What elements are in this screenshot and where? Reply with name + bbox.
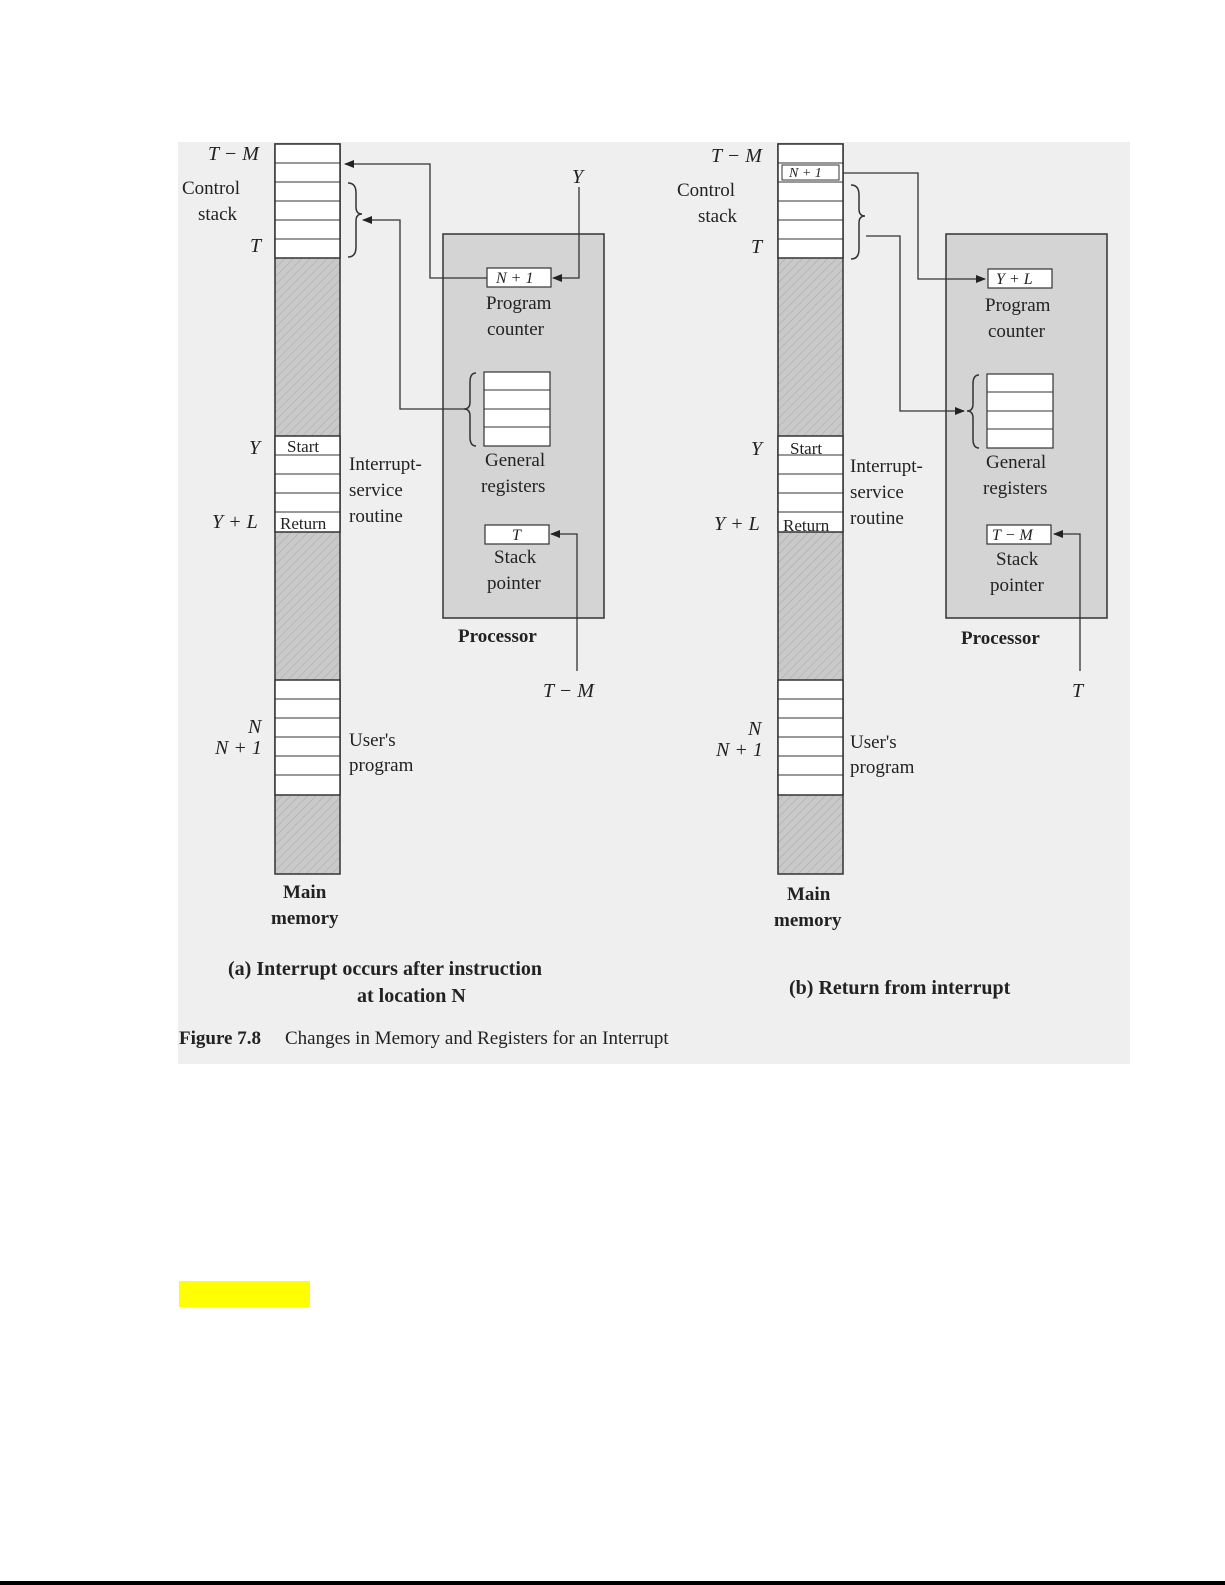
- yellow-highlight-mark: [179, 1281, 310, 1307]
- input-y-a: Y: [572, 166, 584, 188]
- isr-label-b3: routine: [850, 508, 904, 529]
- addr-y-plus-l-a: Y + L: [212, 511, 258, 533]
- gr-label-b1: General: [986, 452, 1047, 473]
- addr-n-plus-1-a: N + 1: [215, 737, 262, 759]
- user-program-label-a2: program: [349, 755, 414, 776]
- pc-label-b2: counter: [988, 321, 1045, 342]
- sp-label-b1: Stack: [996, 549, 1039, 570]
- addr-y-a: Y: [249, 437, 261, 459]
- isr-label-a3: routine: [349, 506, 403, 527]
- main-memory-label-a2: memory: [271, 908, 339, 929]
- pc-value-b: Y + L: [996, 271, 1033, 288]
- control-stack-label-b1: Control: [677, 180, 736, 201]
- page-bottom-border: [0, 1581, 1225, 1585]
- main-memory-label-a1: Main: [283, 882, 327, 903]
- processor-label-a: Processor: [458, 626, 537, 647]
- control-stack-label-a1: Control: [182, 178, 241, 199]
- subcaption-b: (b) Return from interrupt: [789, 977, 1011, 999]
- input-t-b: T: [1072, 680, 1084, 702]
- addr-t-minus-m-a: T − M: [208, 143, 259, 165]
- addr-t-a: T: [250, 235, 262, 257]
- gr-label-a1: General: [485, 450, 546, 471]
- subcaption-a-line1: (a) Interrupt occurs after instruction: [228, 958, 543, 980]
- figure-number: Figure 7.8: [179, 1028, 261, 1049]
- subcaption-a-line2: at location N: [357, 985, 466, 1007]
- control-stack-label-b2: stack: [698, 206, 738, 227]
- pc-label-a2: counter: [487, 319, 544, 340]
- user-program-label-b1: User's: [850, 732, 897, 753]
- figure-caption: Changes in Memory and Registers for an Interrupt: [285, 1028, 669, 1049]
- user-program-label-a1: User's: [349, 730, 396, 751]
- sp-value-a: T: [512, 527, 521, 544]
- addr-y-b: Y: [751, 438, 763, 460]
- main-memory-label-b1: Main: [787, 884, 831, 905]
- addr-y-plus-l-b: Y + L: [714, 513, 760, 535]
- pc-label-b1: Program: [985, 295, 1051, 316]
- isr-label-a1: Interrupt-: [349, 454, 422, 475]
- panel-a: [182, 143, 604, 1007]
- control-stack-label-a2: stack: [198, 204, 238, 225]
- sp-label-b2: pointer: [990, 575, 1044, 596]
- isr-label-a2: service: [349, 480, 403, 501]
- control-stack-brace-a: [348, 183, 362, 257]
- stack-top-value-b: N + 1: [789, 166, 822, 181]
- gr-label-a2: registers: [481, 476, 546, 497]
- cell-return-a: Return: [280, 514, 327, 533]
- processor-label-b: Processor: [961, 628, 1040, 649]
- pc-value-a: N + 1: [496, 270, 534, 287]
- sp-label-a2: pointer: [487, 573, 541, 594]
- main-memory-column-a: [275, 144, 340, 874]
- sp-value-b: T − M: [992, 527, 1033, 544]
- cell-start-b: Start: [790, 439, 823, 458]
- gr-label-b2: registers: [983, 478, 1048, 499]
- sp-label-a1: Stack: [494, 547, 537, 568]
- cell-start-a: Start: [287, 437, 320, 456]
- isr-label-b1: Interrupt-: [850, 456, 923, 477]
- control-stack-brace-b: [851, 185, 865, 259]
- addr-t-minus-m-b: T − M: [711, 145, 762, 167]
- pc-label-a1: Program: [486, 293, 552, 314]
- user-program-label-b2: program: [850, 757, 915, 778]
- input-t-minus-m-a: T − M: [543, 680, 594, 702]
- addr-n-b: N: [748, 718, 762, 740]
- addr-t-b: T: [751, 236, 763, 258]
- addr-n-plus-1-b: N + 1: [716, 739, 763, 761]
- panel-b: [677, 144, 1107, 999]
- addr-n-a: N: [248, 716, 262, 738]
- main-memory-label-b2: memory: [774, 910, 842, 931]
- cell-return-b: Return: [783, 516, 830, 535]
- isr-label-b2: service: [850, 482, 904, 503]
- main-memory-column-b: [778, 144, 843, 874]
